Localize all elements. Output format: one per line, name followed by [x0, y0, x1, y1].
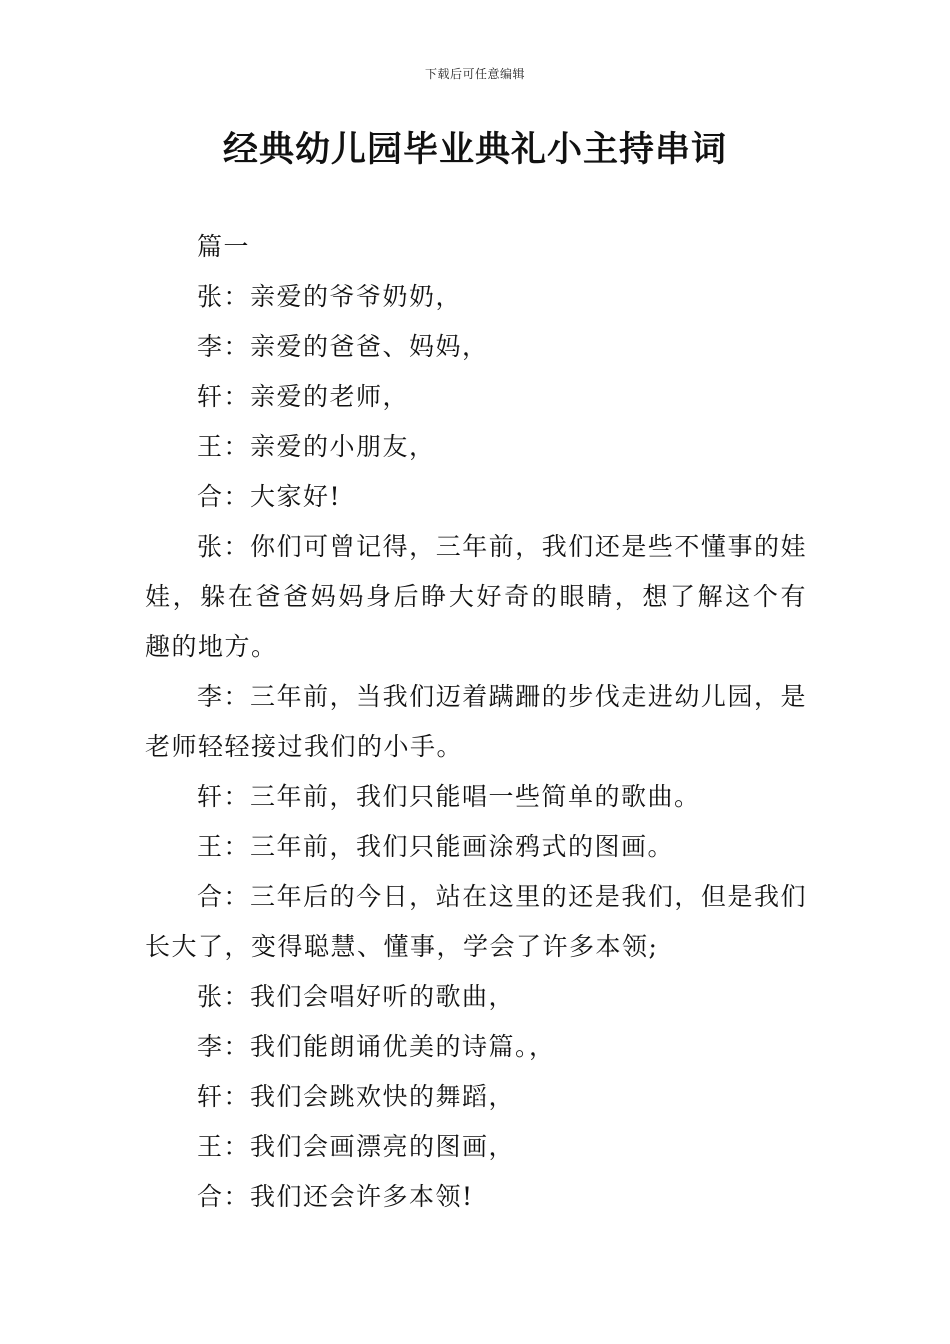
paragraph: 张：亲爱的爷爷奶奶， — [197, 282, 463, 311]
paragraph: 张：我们会唱好听的歌曲， — [197, 982, 516, 1011]
paragraph: 合：大家好! — [197, 482, 342, 511]
paragraph: 合：我们还会许多本领! — [197, 1182, 474, 1211]
paragraph: 王：亲爱的小朋友， — [197, 432, 436, 461]
paragraph: 张：你们可曾记得，三年前，我们还是些不懂事的娃娃，躲在爸爸妈妈身后睁大好奇的眼睛，想了解这个有趣的地方。 — [145, 532, 807, 661]
paragraph: 合：三年后的今日，站在这里的还是我们，但是我们长大了，变得聪慧、懂事，学会了许多本领; — [145, 882, 807, 961]
paragraph: 王：我们会画漂亮的图画， — [197, 1132, 516, 1161]
header-note: 下载后可任意编辑 — [424, 67, 525, 81]
paragraph: 李：我们能朗诵优美的诗篇。， — [197, 1032, 556, 1061]
document-body — [145, 222, 807, 1222]
paragraph: 王：三年前，我们只能画涂鸦式的图画。 — [197, 832, 675, 861]
paragraph: 篇一 — [197, 232, 251, 261]
paragraph: 轩：我们会跳欢快的舞蹈， — [197, 1082, 516, 1111]
paragraph: 轩：亲爱的老师， — [197, 382, 410, 411]
paragraph: 轩：三年前，我们只能唱一些简单的歌曲。 — [197, 782, 701, 811]
document-title: 经典幼儿园毕业典礼小主持串词 — [222, 130, 727, 170]
paragraph: 李：亲爱的爸爸、妈妈， — [197, 332, 489, 361]
paragraph: 李：三年前，当我们迈着蹒跚的步伐走进幼儿园，是老师轻轻接过我们的小手。 — [145, 682, 807, 761]
